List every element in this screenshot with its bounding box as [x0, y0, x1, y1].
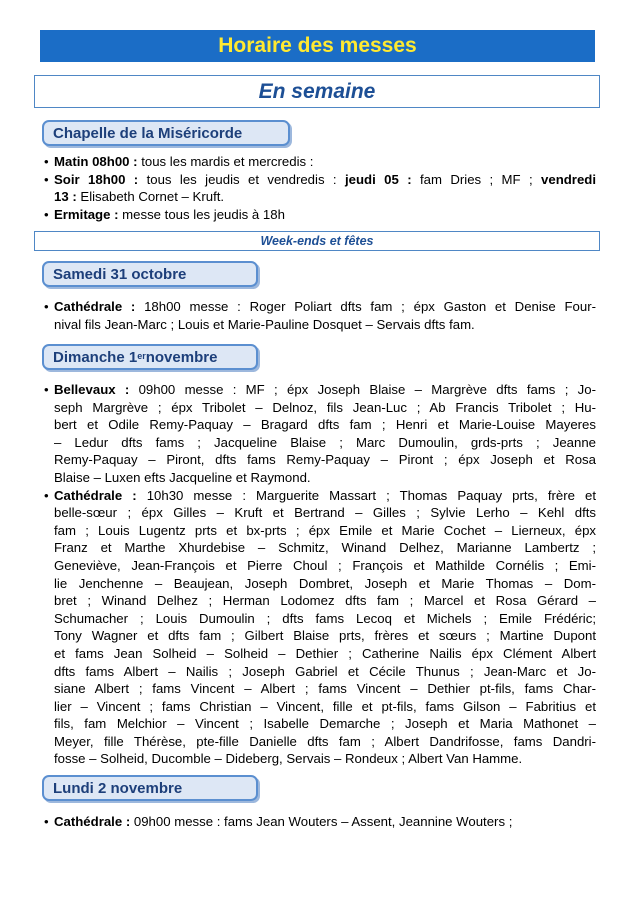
list-item — [44, 206, 596, 224]
text-run: Elisabeth Cornet – Kruft. — [76, 189, 225, 205]
bold-label: Cathédrale : — [54, 299, 136, 314]
text-run: Remy-Paquay – Piront, dfts fams Remy-Paquay – Piront ; épx Joseph et Rosa — [54, 452, 596, 468]
text-line — [54, 750, 596, 768]
text-line — [54, 381, 596, 399]
bullet-icon: • — [44, 814, 49, 829]
list-item — [44, 298, 596, 333]
text-run: Schumacher ; Louis Dumoulin ; dfts fams Lecoq et Michels ; Emile Frédéric; — [54, 610, 596, 626]
text-run: bert et Odile Remy-Paquay – Bragard dfts fam ; Henri et Marie-Louise Mayeres — [54, 417, 596, 433]
text-run: fam ; Louis Lugentz prts et bx-prts ; épx Emile et Marie Cochet – Lierneux, épx — [54, 522, 596, 538]
text-run: nival fils Jean-Marc ; Louis et Marie-Pauline Dosquet – Servais dfts fam. — [54, 316, 475, 332]
text-line — [54, 206, 596, 224]
text-line — [54, 557, 596, 575]
dimanche-heading-sup: er — [137, 351, 146, 361]
text-run: seph Margrève ; épx Tribolet – Delnoz, fils Jean-Luc ; Ab Francis Tribolet ; Hu- — [54, 399, 596, 415]
text-line — [54, 416, 596, 434]
text-run: Meyer, fille Thérèse, pte-fille Danielle dfts fam ; Albert Dandrifosse, fams Dandri- — [54, 733, 596, 749]
bullet-icon: • — [44, 171, 49, 187]
text-line — [54, 316, 596, 334]
text-line — [54, 504, 596, 522]
text-run: siane Albert ; fams Vincent – Albert ; fams Vincent – Dethier pt-fils, fams Char- — [54, 681, 596, 697]
list-item — [44, 153, 596, 171]
bold-label: vendredi — [541, 171, 596, 187]
text-run: fam Dries ; MF ; — [411, 171, 542, 187]
samedi-heading: Samedi 31 octobre — [42, 261, 258, 287]
text-run: lier – Vincent ; fams Christian – Vincent, fille et pt-fils, fams Gilson – Fabritius et — [54, 698, 596, 714]
text-line — [54, 627, 596, 645]
bold-label: Matin 08h00 : — [54, 154, 138, 169]
text-run: messe tous les jeudis à 18h — [118, 206, 285, 222]
bullet-icon: • — [44, 487, 49, 503]
text-line — [54, 171, 596, 189]
text-run: 10h30 messe : Marguerite Massart ; Thomas Paquay prts, frère et — [136, 487, 596, 503]
dimanche-list — [44, 381, 596, 768]
text-line — [54, 715, 596, 733]
bold-label: 13 : — [54, 189, 77, 205]
lundi-list — [44, 813, 596, 831]
list-item — [44, 171, 596, 206]
text-line — [54, 451, 596, 469]
bold-label: Cathédrale : — [54, 814, 131, 829]
text-line — [54, 680, 596, 698]
chapelle-list — [44, 153, 596, 223]
bold-label: jeudi 05 : — [344, 171, 412, 187]
text-line — [54, 469, 596, 487]
text-run: tous les jeudis et vendredis : — [138, 171, 345, 187]
text-run: Blaise – Luxen efts Jacqueline et Raymond. — [54, 469, 311, 485]
text-line — [54, 813, 596, 831]
text-run: 09h00 messe : MF ; épx Joseph Blaise – Margrève dfts fams ; Jo- — [129, 382, 596, 397]
chapelle-heading: Chapelle de la Miséricorde — [42, 120, 290, 146]
weekends-heading: Week-ends et fêtes — [34, 231, 600, 251]
text-run: 09h00 messe : fams Jean Wouters – Assent, Jeannine Wouters ; — [130, 814, 513, 829]
text-line — [54, 610, 596, 628]
list-item — [44, 381, 596, 487]
page-title: Horaire des messes — [40, 30, 595, 62]
text-run: Geneviève, Jean-François et Pierre Choul ; François et Mathilde Cornélis ; Emi- — [54, 557, 596, 573]
text-run: et fams Jean Solheid – Solheid – Dethier ; Catherine Nailis épx Clément Albert — [54, 645, 596, 661]
text-run: 18h00 messe : Roger Poliart dfts fam ; épx Gaston et Denise Four- — [135, 299, 597, 314]
text-line — [54, 645, 596, 663]
text-run: Franz et Marthe Xhurdebise – Schmitz, Winand Delhez, Marianne Lambertz ; — [54, 540, 596, 556]
text-line — [54, 575, 596, 593]
lundi-heading: Lundi 2 novembre — [42, 775, 258, 801]
text-line — [54, 592, 596, 610]
text-run: – Ledur dfts fams ; Jacqueline Blaise ; Marc Dumoulin, grds-prts ; Jeanne — [54, 434, 596, 450]
text-line — [54, 188, 596, 206]
bold-label: Soir 18h00 : — [54, 171, 139, 187]
dimanche-heading — [42, 344, 258, 370]
dimanche-heading-post: novembre — [145, 348, 218, 366]
bold-label: Ermitage : — [54, 206, 119, 222]
text-run: dfts fams Albert – Nailis ; Joseph Gabriel et Cécile Thunus ; Jean-Marc et Jo- — [54, 663, 596, 679]
bullet-icon: • — [44, 154, 49, 169]
bullet-icon: • — [44, 206, 49, 222]
text-run: tous les mardis et mercredis : — [137, 154, 314, 169]
text-line — [54, 663, 596, 681]
bold-label: Bellevaux : — [54, 382, 130, 397]
text-run: fosse – Solheid, Ducomble – Dideberg, Servais – Rondeux ; Albert Van Hamme. — [54, 751, 523, 767]
samedi-list — [44, 298, 596, 333]
bold-label: Cathédrale : — [54, 487, 137, 503]
bullet-icon: • — [44, 299, 49, 314]
text-run: fils, fam Melchior – Vincent ; Isabelle Demarche ; Joseph et Maria Mathonet – — [54, 716, 596, 732]
text-run: Tony Wagner et dfts fam ; Gilbert Blaise prts, frères et sœurs ; Martine Dupont — [54, 628, 596, 644]
text-run: bret ; Winand Delhez ; Herman Lodomez dfts fam ; Marcel et Rosa Gérard – — [54, 593, 596, 609]
text-line — [54, 539, 596, 557]
list-item — [44, 487, 596, 769]
text-line — [54, 733, 596, 751]
text-line — [54, 434, 596, 452]
text-line — [54, 698, 596, 716]
text-line — [54, 298, 596, 316]
bullet-icon: • — [44, 382, 49, 397]
text-line — [54, 487, 596, 505]
text-run: lie Jenchenne – Beaujean, Joseph Dombret, Joseph et Marie Thomas – Dom- — [54, 575, 596, 591]
text-line — [54, 522, 596, 540]
text-run: belle-sœur ; épx Gilles – Kruft et Bertrand – Gilles ; Sylvie Lerho – Kehl dfts — [54, 505, 596, 521]
dimanche-heading-pre: Dimanche 1 — [53, 348, 138, 366]
en-semaine-heading: En semaine — [34, 75, 600, 108]
text-line — [54, 153, 596, 171]
text-line — [54, 399, 596, 417]
list-item — [44, 813, 596, 831]
